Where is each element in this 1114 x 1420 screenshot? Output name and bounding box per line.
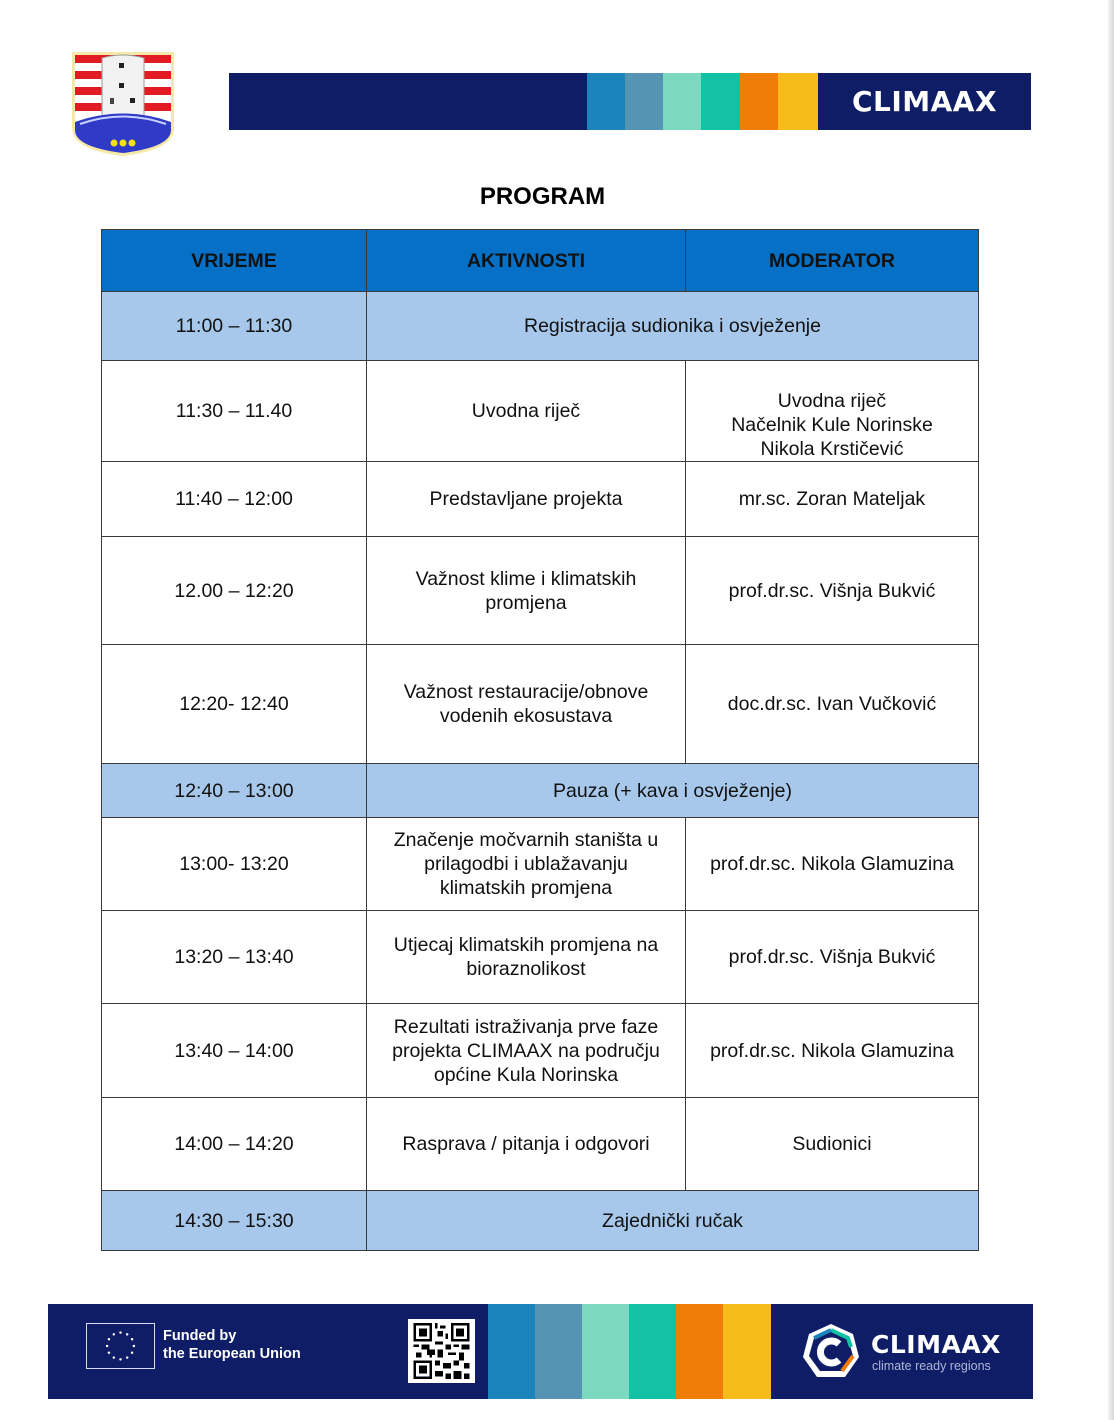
activity-cell: Zajednički ručak	[367, 1191, 979, 1251]
activity-cell: Registracija sudionika i osvježenje	[367, 292, 979, 361]
time-cell: 12:40 – 13:00	[102, 764, 367, 818]
moderator-line: Načelnik Kule Norinske	[731, 414, 933, 436]
table-row	[102, 1004, 979, 1098]
footer-color-stripes	[488, 1304, 771, 1399]
footer-brand-name: CLIMAAX	[871, 1330, 1001, 1359]
activity-cell: Rasprava / pitanja i odgovori	[367, 1098, 686, 1191]
coat-of-arms-icon	[70, 50, 176, 158]
color-stripe	[663, 73, 701, 130]
activity-cell	[367, 537, 686, 645]
moderator-cell: Sudionici	[686, 1098, 979, 1191]
eu-funding-text	[163, 1327, 301, 1363]
activity-cell: Predstavljane projekta	[367, 462, 686, 537]
activity-line: projekta CLIMAAX na području	[392, 1039, 660, 1062]
activity-cell: Uvodna riječ	[367, 361, 686, 462]
activity-cell	[367, 818, 686, 911]
footer-funding-block	[48, 1304, 488, 1399]
color-stripe	[587, 73, 625, 130]
table-row	[102, 645, 979, 764]
header-banner	[229, 73, 1031, 130]
activity-cell	[367, 1004, 686, 1098]
moderator-line: Uvodna riječ	[777, 390, 887, 412]
activity-line: Značenje močvarnih staništa u	[393, 829, 659, 851]
time-cell: 11:30 – 11.40	[102, 361, 367, 462]
footer-brand-block	[771, 1304, 1033, 1399]
color-stripe	[535, 1304, 582, 1399]
time-cell: 14:30 – 15:30	[102, 1191, 367, 1251]
table-row-break	[102, 764, 979, 818]
table-row	[102, 537, 979, 645]
color-stripe	[778, 73, 818, 130]
time-cell: 12:20- 12:40	[102, 645, 367, 764]
moderator-cell: prof.dr.sc. Višnja Bukvić	[686, 537, 979, 645]
table-row	[102, 361, 979, 462]
color-stripe	[488, 1304, 535, 1399]
time-cell: 13:00- 13:20	[102, 818, 367, 911]
page-title: PROGRAM	[479, 183, 606, 210]
time-cell: 13:20 – 13:40	[102, 911, 367, 1004]
column-header-activities: AKTIVNOSTI	[367, 230, 686, 292]
color-stripe	[740, 73, 778, 130]
moderator-cell: prof.dr.sc. Višnja Bukvić	[686, 911, 979, 1004]
time-cell: 11:40 – 12:00	[102, 462, 367, 537]
header-navy-block	[229, 73, 587, 130]
moderator-cell: mr.sc. Zoran Mateljak	[686, 462, 979, 537]
moderator-cell: doc.dr.sc. Ivan Vučković	[686, 645, 979, 764]
activity-line: klimatskih promjena	[439, 877, 613, 899]
qr-code-icon	[408, 1319, 475, 1383]
column-header-time: VRIJEME	[102, 230, 367, 292]
color-stripe	[723, 1304, 771, 1399]
footer-banner	[48, 1304, 1033, 1399]
header-brand	[818, 73, 1031, 130]
color-stripe	[629, 1304, 676, 1399]
time-cell: 14:00 – 14:20	[102, 1098, 367, 1191]
activity-line: promjena	[485, 591, 567, 614]
moderator-cell: prof.dr.sc. Nikola Glamuzina	[686, 818, 979, 911]
activity-line: općine Kula Norinska	[433, 1063, 619, 1086]
activity-line: Utjecaj klimatskih promjena na	[393, 934, 659, 956]
activity-line: bioraznolikost	[466, 958, 586, 980]
table-row	[102, 462, 979, 537]
eu-funding-line: Funded by	[163, 1328, 237, 1344]
table-row	[102, 1098, 979, 1191]
table-row	[102, 818, 979, 911]
eu-funding-line: the European Union	[163, 1346, 301, 1362]
activity-line: Rezultati istraživanja prve faze	[393, 1015, 659, 1038]
color-stripe	[625, 73, 663, 130]
activity-line: vodenih ekosustava	[439, 705, 613, 727]
climaax-logo-icon	[801, 1322, 861, 1382]
moderator-line: Nikola Krstičević	[760, 438, 904, 460]
moderator-cell: prof.dr.sc. Nikola Glamuzina	[686, 1004, 979, 1098]
brand-name: CLIMAAX	[851, 85, 998, 118]
column-header-moderator: MODERATOR	[686, 230, 979, 292]
eu-flag-icon	[86, 1323, 155, 1369]
color-stripe	[701, 73, 740, 130]
activity-cell: Pauza (+ kava i osvježenje)	[367, 764, 979, 818]
table-row-break	[102, 1191, 979, 1251]
activity-cell	[367, 911, 686, 1004]
time-cell: 13:40 – 14:00	[102, 1004, 367, 1098]
time-cell: 12.00 – 12:20	[102, 537, 367, 645]
activity-line: Važnost klime i klimatskih	[415, 567, 637, 590]
table-row	[102, 911, 979, 1004]
table-row-break	[102, 292, 979, 361]
color-stripe	[676, 1304, 723, 1399]
page-edge-shadow	[1108, 0, 1114, 1420]
activity-line: Važnost restauracije/obnove	[403, 681, 649, 703]
activity-cell	[367, 645, 686, 764]
program-table	[101, 229, 979, 1251]
table-header-row	[102, 230, 979, 292]
activity-line: prilagodbi i ublažavanju	[424, 853, 628, 875]
moderator-cell	[686, 361, 979, 462]
footer-brand-tagline: climate ready regions	[872, 1359, 991, 1373]
time-cell: 11:00 – 11:30	[102, 292, 367, 361]
color-stripe	[582, 1304, 629, 1399]
